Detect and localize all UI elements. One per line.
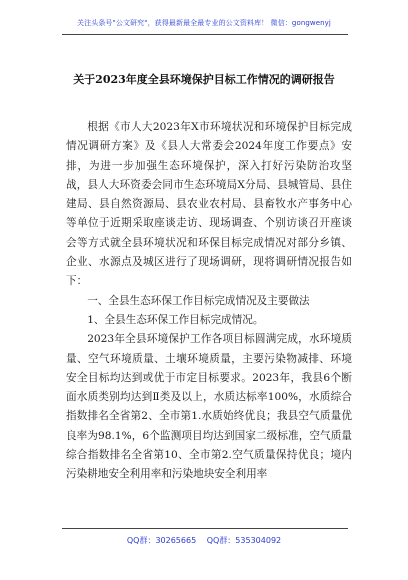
- footer-qq-group-2: QQ群：535304092: [206, 536, 282, 545]
- paragraph-results: 2023年全县环境保护工作各项目标圆满完成，水环境质量、空气环境质量、土壤环境质量，主要污染物减排、环境安全目标均达到或优于市定目标要求。2023年，我县6个断面水质类别均达到Ⅱ类及以上，水质达标率100%，水质综合指数排名全省第2、全市第1.水质始终优良；我县空气质量优良率为98.1%，6个监测项目均达到国家二级标准，空气质量综合指数排名全省第10、全市第2.空气质量保持优良；境内污染耕地安全利用率和污染地块安全利用率: [66, 333, 352, 481]
- subsection-heading-1: 1、全县生态环保工作目标完成情况。: [87, 313, 264, 326]
- section-heading-1: 一、全县生态环保工作目标完成情况及主要做法: [87, 294, 310, 307]
- footer-divider: [62, 528, 348, 529]
- header-divider: [62, 34, 348, 35]
- header-banner: 关注头条号"公文研究"，获得最新最全最专业的公文资料库！ 微信：gongwenyj: [77, 19, 331, 27]
- paragraph-intro: 根据《市人大2023年X市环境状况和环境保护目标完成情况调研方案》及《县人大常委会2024年度工作要点》安排，为进一步加强生态环境保护，深入打好污染防治攻坚战，县人大环资委会同市生态环境局X分局、县城管局、县住建局、县自然资源局、县农业农村局、县畜牧水产事务中心等单位于近期采取座谈走访、现场调查、个别访谈召开座谈会等方式就全县环境状况和环保目标完成情况对部分乡镇、企业、水源点及城区进行了现场调研，现将调研情况报告如下：: [66, 121, 352, 288]
- footer-banner: [0, 535, 408, 546]
- document-title: 关于2023年度全县环境保护目标工作情况的调研报告: [73, 73, 335, 86]
- document-body: [66, 118, 352, 485]
- footer-qq-group-1: QQ群：30265665: [126, 536, 197, 545]
